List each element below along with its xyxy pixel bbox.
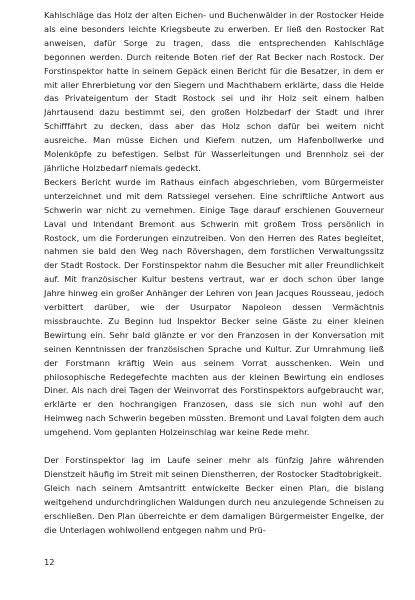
paragraph-2: Beckers Bericht wurde im Rathaus einfach abgeschrieben, vom Bürgermeister unterzeichnet und mit dem Ratssiegel versehen. Eine schriftliche Antwort aus Schwerin war nicht zu vernehmen. Einige Tage darauf erschienen Gouverneur Laval und Intendant Bremont aus Schwerin mit großem Tross persönlich in Rostock, um die Forderungen einzutreiben. Von den Herren des Rates begleitet, nahmen sie bald den Weg nach Rövershagen, dem forstlichen Verwaltungssitz der Stadt Rostock. Der Forstinspektor nahm die Besucher mit aller Freundlichkeit auf. Mit französischer Kultur bestens vertraut, war er doch schon über lange Jahre hinweg ein großer Anhänger der Lehren von Jean Jacques Rousseau, jedoch verbittert darüber, wie der Usurpator Napoleon dessen Vermächtnis missbrauchte. Zu Beginn lud Inspektor Becker seine Gäste zu einer kleinen Bewirtung ein. Sehr bald glänzte er vor den Franzosen in der Konversation mit seinen Kenntnissen der französischen Sprache und Kultur. Zur Umrahmung ließ der Forstmann kräftig Wein aus seinem Vorrat ausschenken. Wein und philosophische Redegefechte machten aus der kleinen Bewirtung ein endloses Diner. Als nach drei Tagen der Weinvorrat des Forstinspektors aufgebraucht war, erklärte er den hochrangigen Franzosen, dass sie sich nun wohl auf den Heimweg nach Schwerin begeben müssten. Bremont und Laval folgten dem auch umgehend. Vom geplanten Holzeinschlag war keine Rede mehr. [44,176,384,438]
paragraph-4: Gleich nach seinem Amtsantritt entwickelte Becker einen Plan, die bislang weitgehend undurchdringlichen Waldungen durch neu anzulegende Schneisen zu erschließen. Den Plan überreichte er dem damaligen Bürgermeister Engelke, der die Unterlagen wohlwollend entgegen nahm und Prü- [44,482,384,535]
page-number: 12 [44,557,55,567]
paragraph-3: Der Forstinspektor lag im Laufe seiner mehr als fünfzig Jahre währenden Dienstzeit häufig im Streit mit seinen Dienstherren, der Rostocker Stadtobrigkeit. [44,454,384,479]
paragraph-1: Kahlschläge das Holz der alten Eichen- und Buchenwälder in der Rostocker Heide als eine besonders leichte Kriegsbeute zu erwerben. Er ließ den Rostocker Rat anweisen, dafür Sorge zu tragen, dass die entsprechenden Kahlschläge begonnen werden. Durch reitende Boten rief der Rat Becker nach Rostock. Der Forstinspektor hatte in seinem Gepäck einen Bericht für die Besatzer, in dem er mit aller Ehrerbietung vor den Siegern und Machthabern erklärte, dass die Heide das Privateigentum der Stadt Rostock sei und ihr Holz seit einem halben Jahrtausend dazu bestimmt sei, den großen Holzbedarf der Stadt und ihrer Schifffahrt zu decken, dass aber das Holz schon dafür bei weitem nicht ausreiche. Man müsse Eichen und Kiefern nutzen, um Hafenbollwerke und Molenköpfe zu befestigen. Selbst für Wasserleitungen und Brennholz sei der jährliche Holzbedarf niemals gedeckt. [44,10,384,173]
body-text [44,9,384,537]
